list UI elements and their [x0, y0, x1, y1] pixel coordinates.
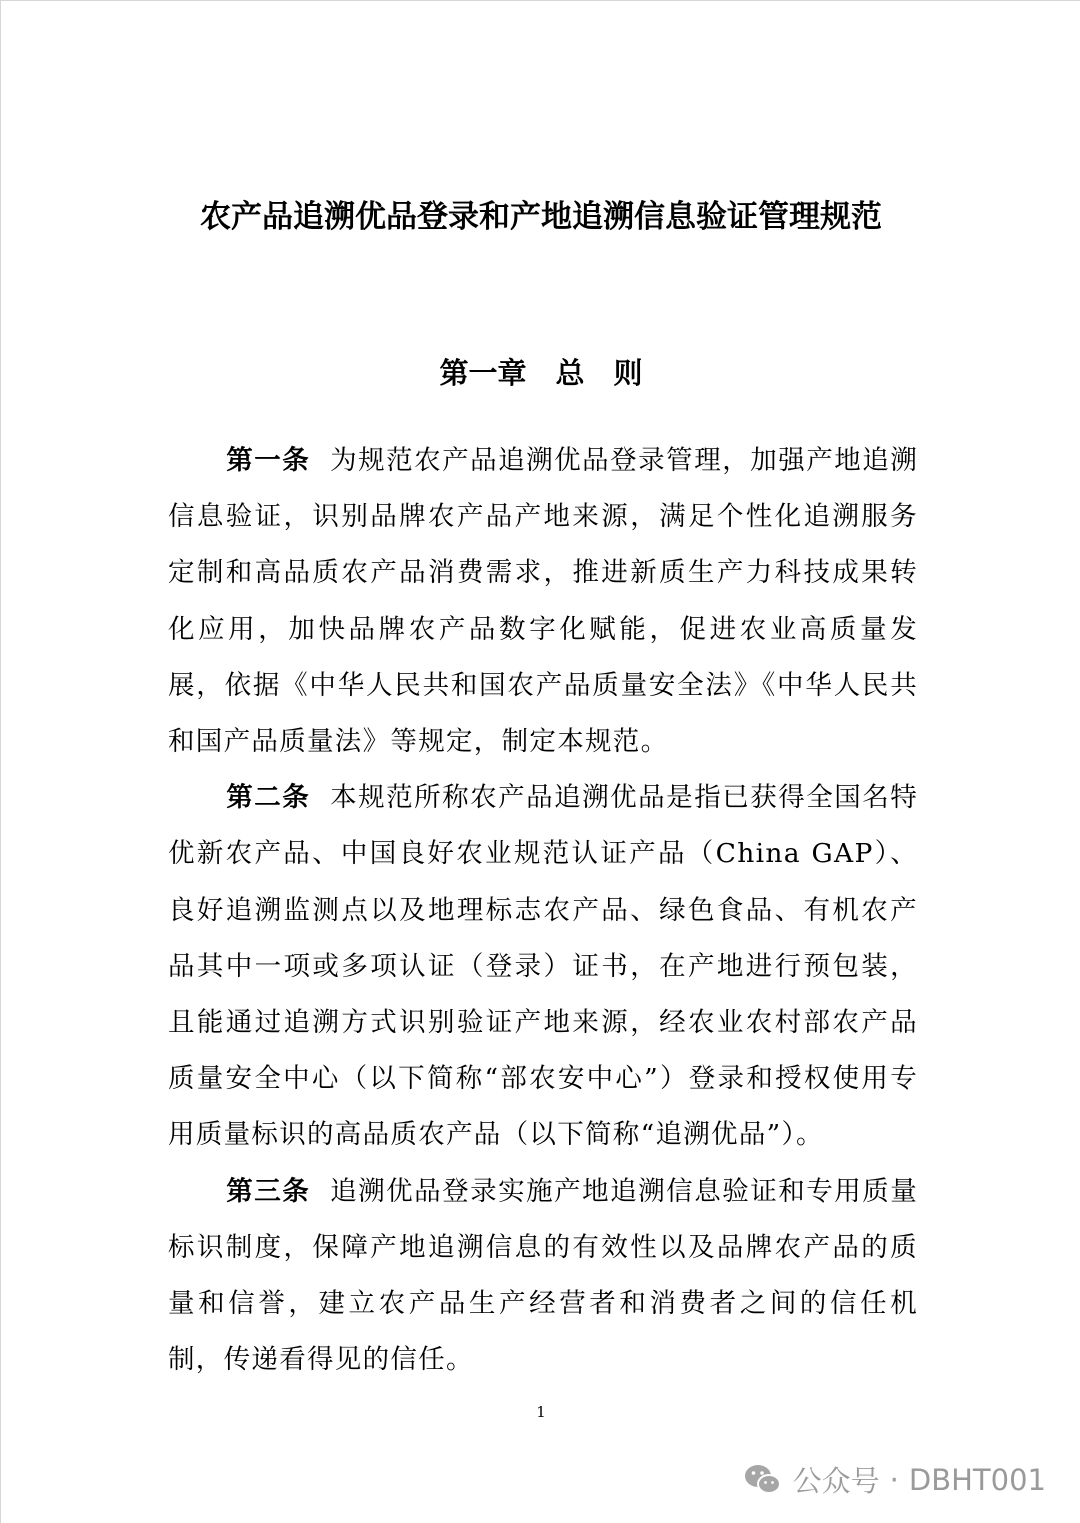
watermark-platform: 公众号: [792, 1464, 880, 1498]
article-text: 为规范农产品追溯优品登录管理，加强产地追溯信息验证，识别品牌农产品产地来源，满足个性化追溯服务定制和高品质农产品消费需求，推进新质生产力科技成果转化应用，加快品牌农产品数字化赋能，促进农业高质量发展，依据《中华人民共和国农产品质量安全法》《中华人民共和国产品质量法》等规定，制定本规范。: [168, 445, 918, 758]
watermark: [743, 1459, 1046, 1500]
article-3: [168, 1164, 918, 1389]
article-text: 本规范所称农产品追溯优品是指已获得全国名特优新农产品、中国良好农业规范认证产品（China GAP）、良好追溯监测点以及地理标志农产品、绿色食品、有机农产品其中一项或多项认证（登录）证书，在产地进行预包装，且能通过追溯方式识别验证产地来源，经农业农村部农产品质量安全中心（以下简称“部农安中心”）登录和授权使用专用质量标识的高品质农产品（以下简称“追溯优品”）。: [168, 782, 918, 1151]
chapter-heading: 第一章 总 则: [439, 356, 643, 390]
page-number: 1: [536, 1403, 546, 1421]
wechat-icon: [743, 1462, 783, 1498]
document-title: 农产品追溯优品登录和产地追溯信息验证管理规范: [200, 199, 882, 235]
article-1: [168, 433, 918, 770]
article-label: 第三条: [226, 1175, 311, 1207]
watermark-account: DBHT001: [908, 1462, 1046, 1497]
document-body: [168, 433, 918, 1388]
watermark-separator: ·: [889, 1462, 899, 1497]
article-2: [168, 770, 918, 1163]
article-text: 追溯优品登录实施产地追溯信息验证和专用质量标识制度，保障产地追溯信息的有效性以及品牌农产品的质量和信誉，建立农产品生产经营者和消费者之间的信任机制，传递看得见的信任。: [168, 1175, 918, 1376]
article-label: 第一条: [226, 445, 311, 476]
article-label: 第二条: [226, 782, 311, 814]
